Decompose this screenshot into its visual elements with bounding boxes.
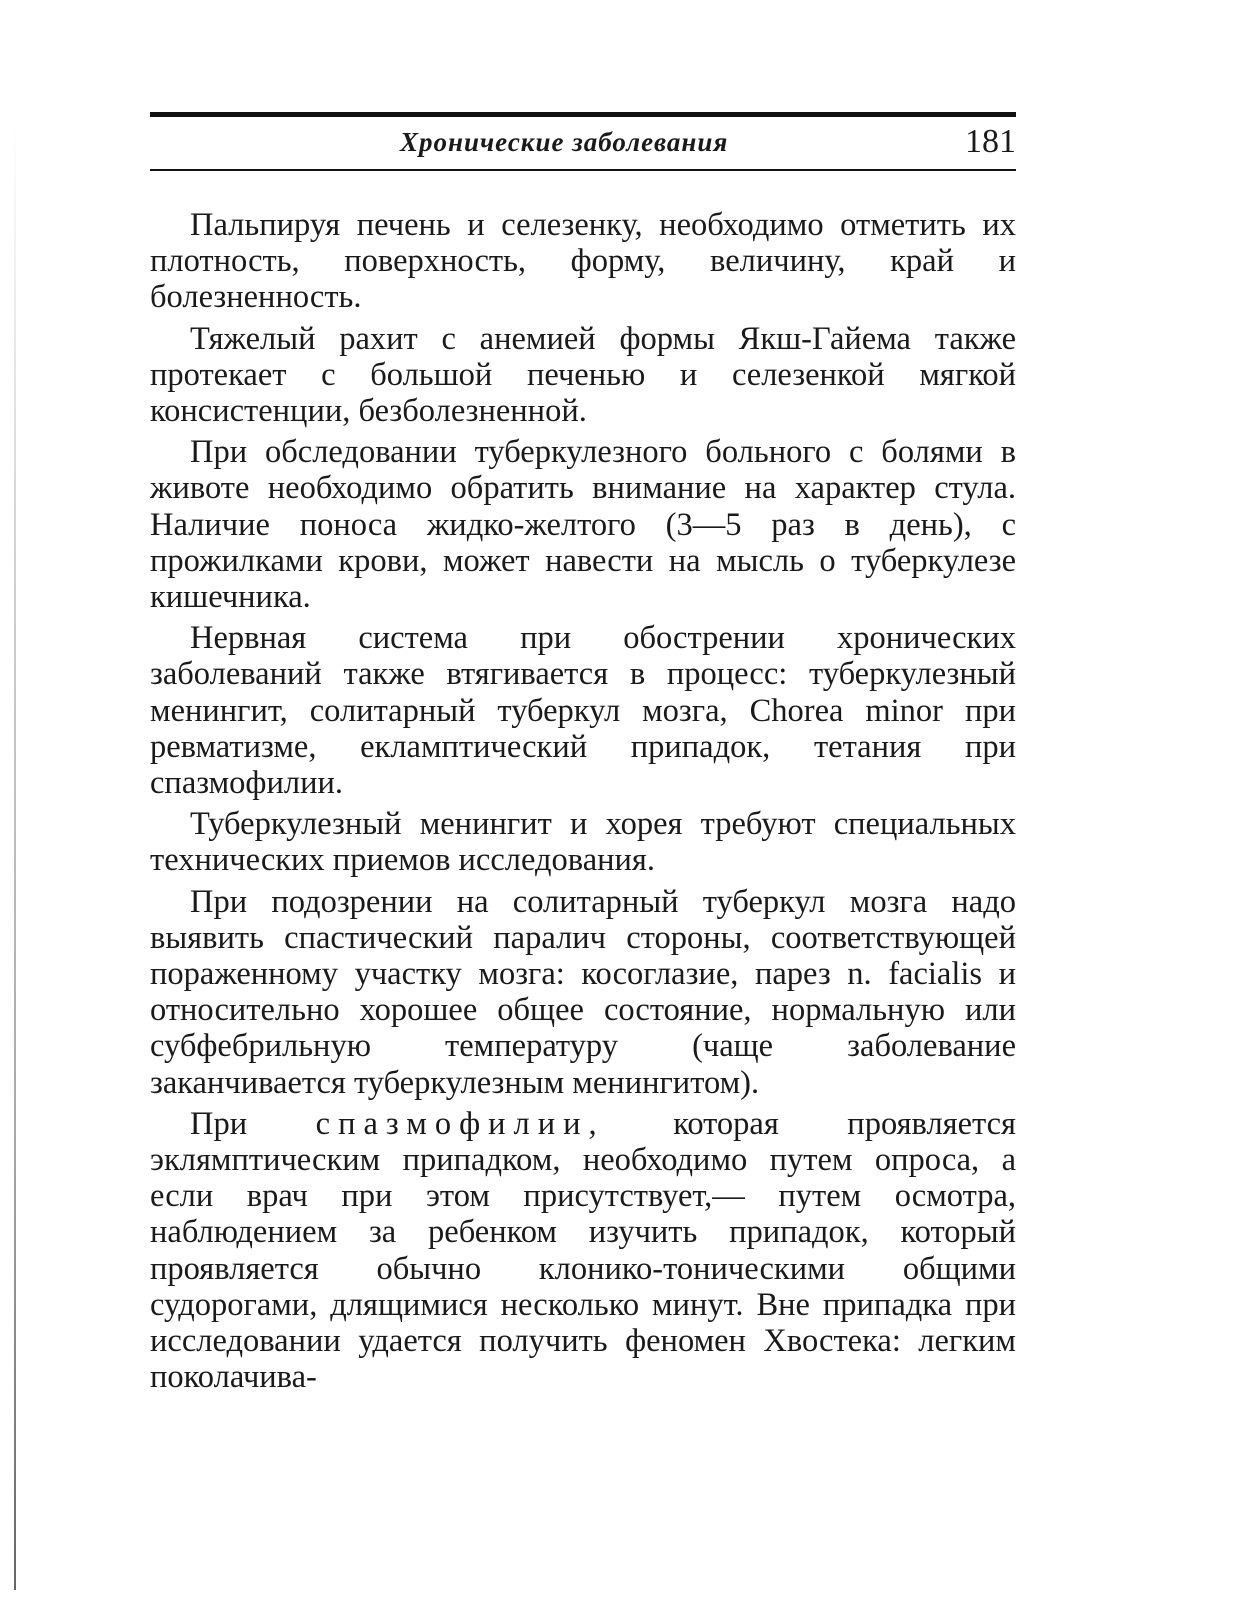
paragraph-palpation: Пальпируя печень и селезенку, необходимо отметить их плотность, поверхность, форму, величину, край и болезненность. (150, 207, 1016, 316)
spasmophilia-lead: При (190, 1105, 248, 1142)
spasmophilia-term: спазмофилии, (315, 1105, 605, 1142)
page-edge-shadow (14, 120, 16, 1590)
paragraph-meningitis-chorea: Туберкулезный менингит и хорея требуют специальных технических приемов исследования. (150, 806, 1016, 879)
book-page (150, 112, 1016, 1401)
running-head: Хронические заболевания (400, 127, 729, 157)
paragraph-solitary-tubercle: При подозрении на солитарный туберкул мозга надо выявить спастический паралич стороны, соответствующей пораженному участку мозга: косоглазие, парез n. facialis и относительно хорошее общее состояние, нормальную или субфебрильную температуру (чаще заболевание заканчивается туберкулезным менингитом). (150, 883, 1016, 1101)
body-text (150, 207, 1016, 1396)
spasmophilia-text: которая проявляется эклямптическим припадком, необходимо путем опроса, а если врач при этом присутствует,— путем осмотра, наблюдением за ребенком изучить припадок, который проявляется обычно клонико-тоническими общими судорогами, длящимися несколько минут. Вне припадка при исследовании удается получить феномен Хвостека: легким поколачива- (150, 1105, 1017, 1396)
page-number: 181 (965, 123, 1016, 160)
paragraph-tuberculosis-stool: При обследовании туберкулезного больного с болями в животе необходимо обратить внимание на характер стула. Наличие поноса жидко-желтого (3—5 раз в день), с прожилками крови, может навести на мысль о туберкулезе кишечника. (150, 434, 1016, 616)
paragraph-nervous-system: Нервная система при обострении хронических заболеваний также втягивается в процесс: туберкулезный менингит, солитарный туберкул мозга, Chorea minor при ревматизме, екламптический припадок, тетания при спазмофилии. (150, 620, 1016, 802)
paragraph-rickets: Тяжелый рахит с анемией формы Якш-Гайема также протекает с большой печенью и селезенкой мягкой консистенции, безболезненной. (150, 320, 1016, 430)
paragraph-spasmophilia (150, 1106, 1016, 1396)
page-header (150, 112, 1016, 171)
